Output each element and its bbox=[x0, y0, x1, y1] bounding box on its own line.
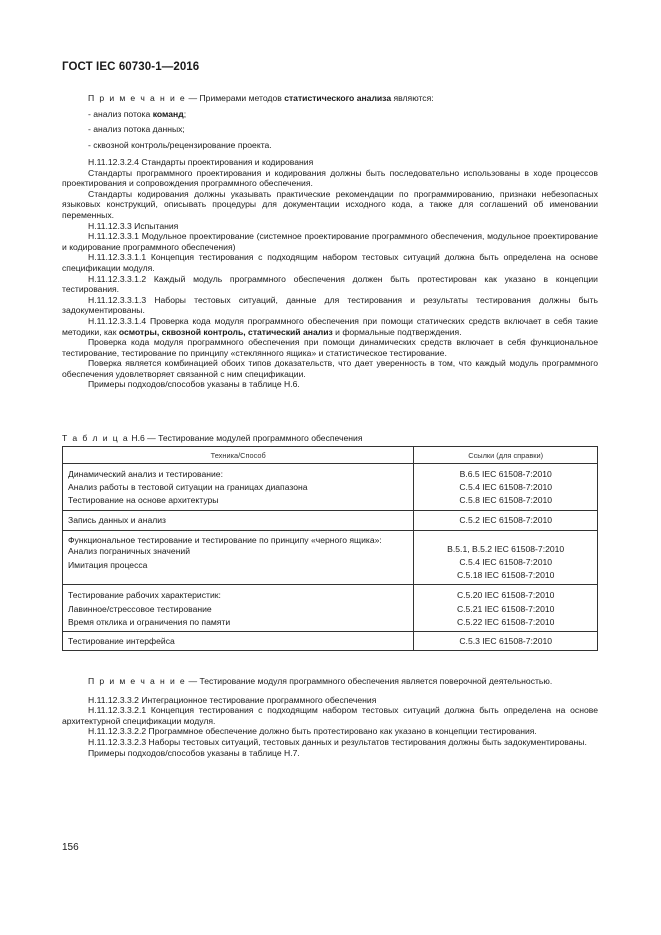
table-row bbox=[63, 464, 598, 511]
table-row bbox=[63, 510, 598, 530]
reference-cell: C.5.22 IEC 61508-7:2010 bbox=[456, 616, 555, 627]
note-text: — Тестирование модуля программного обеспечения является поверочной деятельностью. bbox=[186, 676, 553, 686]
body-text-block-1 bbox=[62, 157, 598, 390]
note-text: — Примерами методов bbox=[186, 93, 285, 103]
paragraph: H.11.12.3.3.1.1 Концепция тестирования с подходящим набором тестовых ситуаций должна быть определена на основе спецификации модуля. bbox=[62, 252, 598, 273]
paragraph-with-bold: H.11.12.3.3.1.4 Проверка кода модуля программного обеспечения при помощи статических средств включает в себя такие методики, как осмотры, сквозной контроль, статический анализ и формальные подтверждения. bbox=[62, 315, 598, 337]
note-list bbox=[62, 109, 598, 151]
table-row bbox=[63, 530, 598, 585]
paragraph: H.11.12.3.3.1.3 Наборы тестовых ситуаций, данные для тестирования и результаты тестирования должны быть задокументированы. bbox=[62, 294, 598, 316]
reference-cell: C.5.18 IEC 61508-7:2010 bbox=[456, 570, 555, 581]
paragraph: H.11.12.3.3.2.1 Концепция тестирования с подходящим набором тестовых ситуаций должна быть определена на основе архитектурной спецификации модуля. bbox=[62, 705, 598, 726]
reference-cell: C.5.4 IEC 61508-7:2010 bbox=[459, 482, 553, 493]
technique-cell: Тестирование на основе архитектуры bbox=[68, 495, 219, 506]
paragraph: Стандарты кодирования должны указывать практические рекомендации по программированию, признаки небезопасных языковых конструкций, описывать процедуры для документации исходного кода, а также для соглашений об именовании переменных. bbox=[62, 188, 598, 220]
technique-cell: Имитация процесса bbox=[68, 559, 148, 570]
note-label: П р и м е ч а н и е bbox=[88, 93, 187, 103]
reference-cell: C.5.8 IEC 61508-7:2010 bbox=[459, 495, 553, 506]
reference-cell: C.5.4 IEC 61508-7:2010 bbox=[459, 556, 553, 567]
paragraph: H.11.12.3.3.1 Модульное проектирование (системное проектирование программного обеспечения, модульное проектирование и кодирование программного обеспечения) bbox=[62, 231, 598, 252]
reference-cell: C.5.3 IEC 61508-7:2010 bbox=[459, 635, 553, 646]
note-bold: статистического анализа bbox=[284, 93, 392, 103]
note-text-end: являются: bbox=[391, 93, 434, 103]
technique-cell: Анализ работы в тестовой ситуации на границах диапазона bbox=[68, 482, 308, 493]
technique-cell: Время отклика и ограничения по памяти bbox=[68, 616, 231, 627]
paragraph: H.11.12.3.3 Испытания bbox=[88, 220, 179, 231]
note-module-testing bbox=[62, 676, 598, 687]
column-header-refs: Ссылки (для справки) bbox=[414, 447, 598, 464]
table-header-row bbox=[63, 447, 598, 464]
body-text-block-2 bbox=[62, 676, 598, 758]
paragraph: Поверка является комбинацией обоих типов доказательств, что дает уверенность в том, что каждый модуль программного обеспечения удовлетворяет связанной с ним спецификации. bbox=[62, 358, 598, 379]
technique-cell: Функциональное тестирование и тестирование по принципу «черного ящика»: bbox=[68, 534, 382, 545]
technique-cell: Лавинное/стрессовое тестирование bbox=[68, 603, 212, 614]
document-header: ГОСТ IEC 60730-1—2016 bbox=[62, 61, 200, 73]
reference-cell: C.5.20 IEC 61508-7:2010 bbox=[456, 590, 555, 601]
paragraph: H.11.12.3.3.2.3 Наборы тестовых ситуаций, тестовых данных и результатов тестирования должны быть задокументированы. bbox=[88, 736, 587, 747]
reference-cell: C.5.2 IEC 61508-7:2010 bbox=[459, 514, 553, 525]
column-header-technique: Техника/Способ bbox=[63, 447, 414, 464]
paragraph: H.11.12.3.3.2.2 Программное обеспечение должно быть протестировано как указано в концепции тестирования. bbox=[88, 726, 537, 737]
table-caption-label: Т а б л и ц а bbox=[62, 433, 129, 443]
list-item: - сквозной контроль/рецензирование проекта. bbox=[88, 139, 272, 150]
paragraph: H.11.12.3.2.4 Стандарты проектирования и кодирования bbox=[88, 157, 314, 167]
note-line bbox=[62, 93, 598, 104]
list-item: - анализ потока команд; bbox=[88, 108, 187, 119]
note-label: П р и м е ч а н и е bbox=[88, 676, 187, 686]
technique-cell: Тестирование рабочих характеристик: bbox=[68, 590, 221, 601]
reference-cell: B.6.5 IEC 61508-7:2010 bbox=[459, 469, 552, 479]
table-caption bbox=[62, 433, 362, 443]
table-row bbox=[63, 585, 598, 632]
page-number: 156 bbox=[62, 842, 79, 853]
technique-cell: Тестирование интерфейса bbox=[68, 635, 175, 646]
technique-cell: Динамический анализ и тестирование: bbox=[68, 469, 223, 479]
paragraph: H.11.12.3.3.2 Интеграционное тестирование программного обеспечения bbox=[88, 694, 377, 705]
paragraph: Примеры подходов/способов указаны в таблице H.7. bbox=[88, 747, 300, 758]
technique-cell: Запись данных и анализ bbox=[68, 514, 166, 525]
reference-cell: B.5.1, B.5.2 IEC 61508-7:2010 bbox=[447, 543, 565, 554]
paragraph: Примеры подходов/способов указаны в таблице H.6. bbox=[88, 379, 300, 390]
reference-cell: C.5.21 IEC 61508-7:2010 bbox=[456, 603, 555, 614]
list-item: - анализ потока данных; bbox=[88, 124, 185, 135]
table-caption-text: H.6 — Тестирование модулей программного обеспечения bbox=[129, 433, 363, 443]
table-row bbox=[63, 631, 598, 650]
note-statistical-analysis bbox=[62, 93, 598, 155]
technique-cell: Анализ пограничных значений bbox=[68, 546, 191, 557]
paragraph: Проверка кода модуля программного обеспечения при помощи динамических средств включает в себя функциональное тестирование, тестирование по принципу «стеклянного ящика» и статистическое тестирование. bbox=[62, 337, 598, 358]
paragraph: H.11.12.3.3.1.2 Каждый модуль программного обеспечения должен быть протестирован как указано в концепции тестирования. bbox=[62, 273, 598, 295]
module-testing-table bbox=[62, 446, 598, 651]
paragraph: Стандарты программного проектирования и кодирования должны быть последовательно использованы в ходе процессов проектирования и сопровождения программного обеспечения. bbox=[62, 167, 598, 189]
